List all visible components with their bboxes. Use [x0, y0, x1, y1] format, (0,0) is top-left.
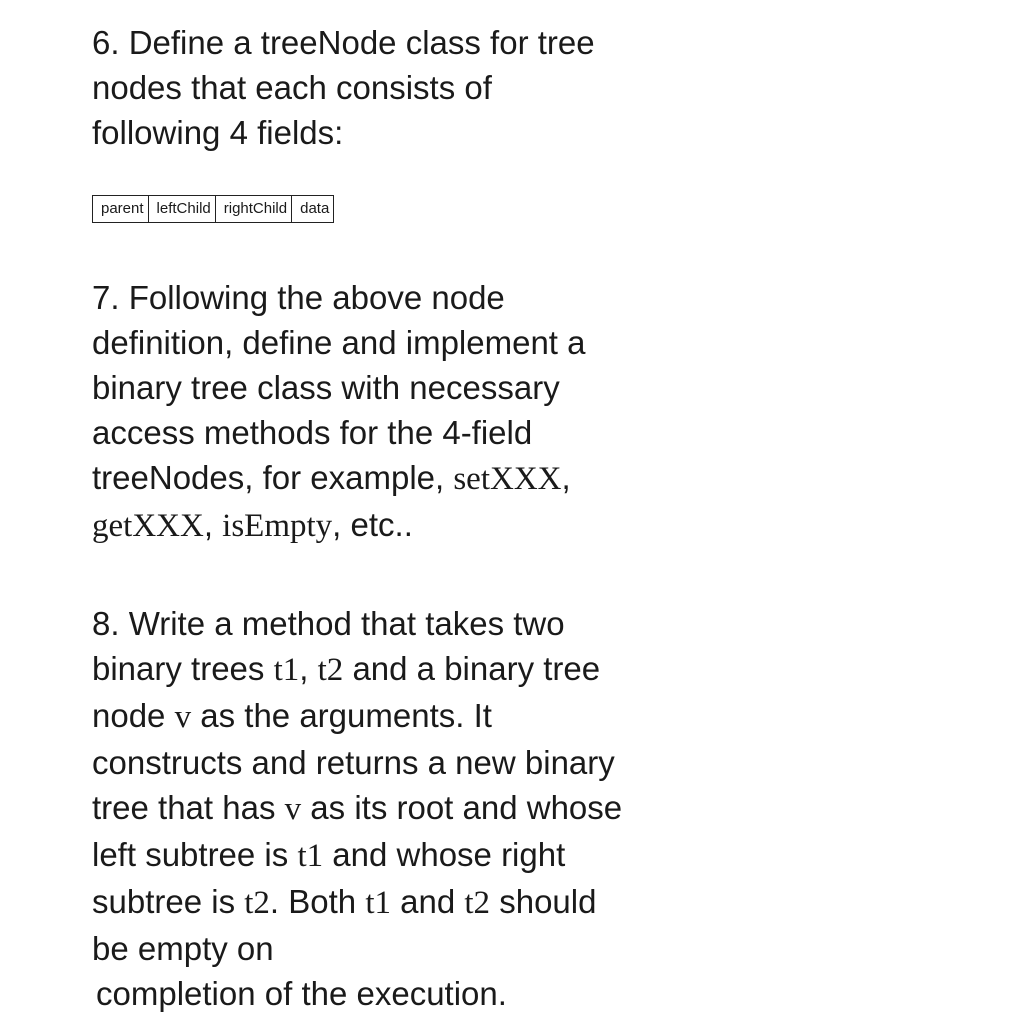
q6-line-1: 6. Define a treeNode class for tree [92, 24, 595, 61]
q7-line-5 [92, 455, 732, 502]
q7-l6-sep: , [203, 506, 223, 543]
q7-line-4: access methods for the 4-field [92, 414, 533, 451]
q8-line-6 [92, 832, 732, 879]
q8-t2-both: t2 [464, 885, 491, 921]
q8-l7c: . Both [269, 883, 366, 920]
q6-line-2: nodes that each consists of [92, 69, 492, 106]
field-data: data [300, 200, 330, 217]
q8-t1-left: t1 [297, 838, 324, 874]
q7-l5-text: treeNodes, for example, [92, 459, 454, 496]
q8-t2-right: t2 [244, 885, 270, 921]
q8-line-1: 8. Write a method that takes two [92, 605, 565, 642]
question-6 [92, 20, 732, 155]
q7-isempty: isEmpty [222, 508, 333, 544]
q7-l6-etc: , etc.. [332, 506, 413, 543]
field-parent: parent [93, 196, 149, 222]
q8-t1-both: t1 [365, 885, 391, 921]
q8-line-3 [92, 693, 732, 740]
q8-line-7 [92, 879, 732, 926]
q8-line-2 [92, 646, 732, 693]
q8-l6c: and whose right [323, 836, 566, 873]
q8-v: v [174, 699, 192, 735]
q8-line-5 [92, 785, 732, 832]
field-left-child: leftChild [149, 196, 216, 222]
question-7 [92, 275, 732, 549]
field-right-child: rightChild [216, 196, 292, 222]
q7-l5-comma: , [561, 459, 571, 496]
q8-l6a: left subtree is [92, 836, 298, 873]
q7-line-6 [92, 502, 732, 549]
q7-line-3: binary tree class with necessary [92, 369, 560, 406]
q8-t1: t1 [273, 652, 300, 688]
q8-l5a: tree that has [92, 789, 285, 826]
question-8 [92, 601, 732, 1016]
q8-l7e: and [390, 883, 465, 920]
q8-t2: t2 [317, 652, 344, 688]
q8-line-9: completion of the execution. [96, 975, 507, 1012]
q7-getxxx: getXXX [92, 508, 204, 544]
q8-line-4: constructs and returns a new binary [92, 744, 615, 781]
q7-line-1: 7. Following the above node [92, 279, 505, 316]
q6-line-3: following 4 fields: [92, 114, 344, 151]
q8-l3c: as the arguments. It [191, 697, 492, 734]
tree-node-fields-diagram [92, 195, 334, 223]
q8-l2e: and a binary tree [343, 650, 601, 687]
q8-v-root: v [284, 791, 302, 827]
q8-l7a: subtree is [92, 883, 245, 920]
document-body [92, 20, 732, 1016]
q8-l3a: node [92, 697, 175, 734]
q8-l2a: binary trees [92, 650, 274, 687]
q8-l7g: should [490, 883, 597, 920]
q7-line-2: definition, define and implement a [92, 324, 586, 361]
q8-l5c: as its root and whose [301, 789, 623, 826]
q7-setxxx: setXXX [453, 461, 562, 497]
q8-line-8: be empty on [92, 930, 274, 967]
q8-l2c: , [299, 650, 318, 687]
